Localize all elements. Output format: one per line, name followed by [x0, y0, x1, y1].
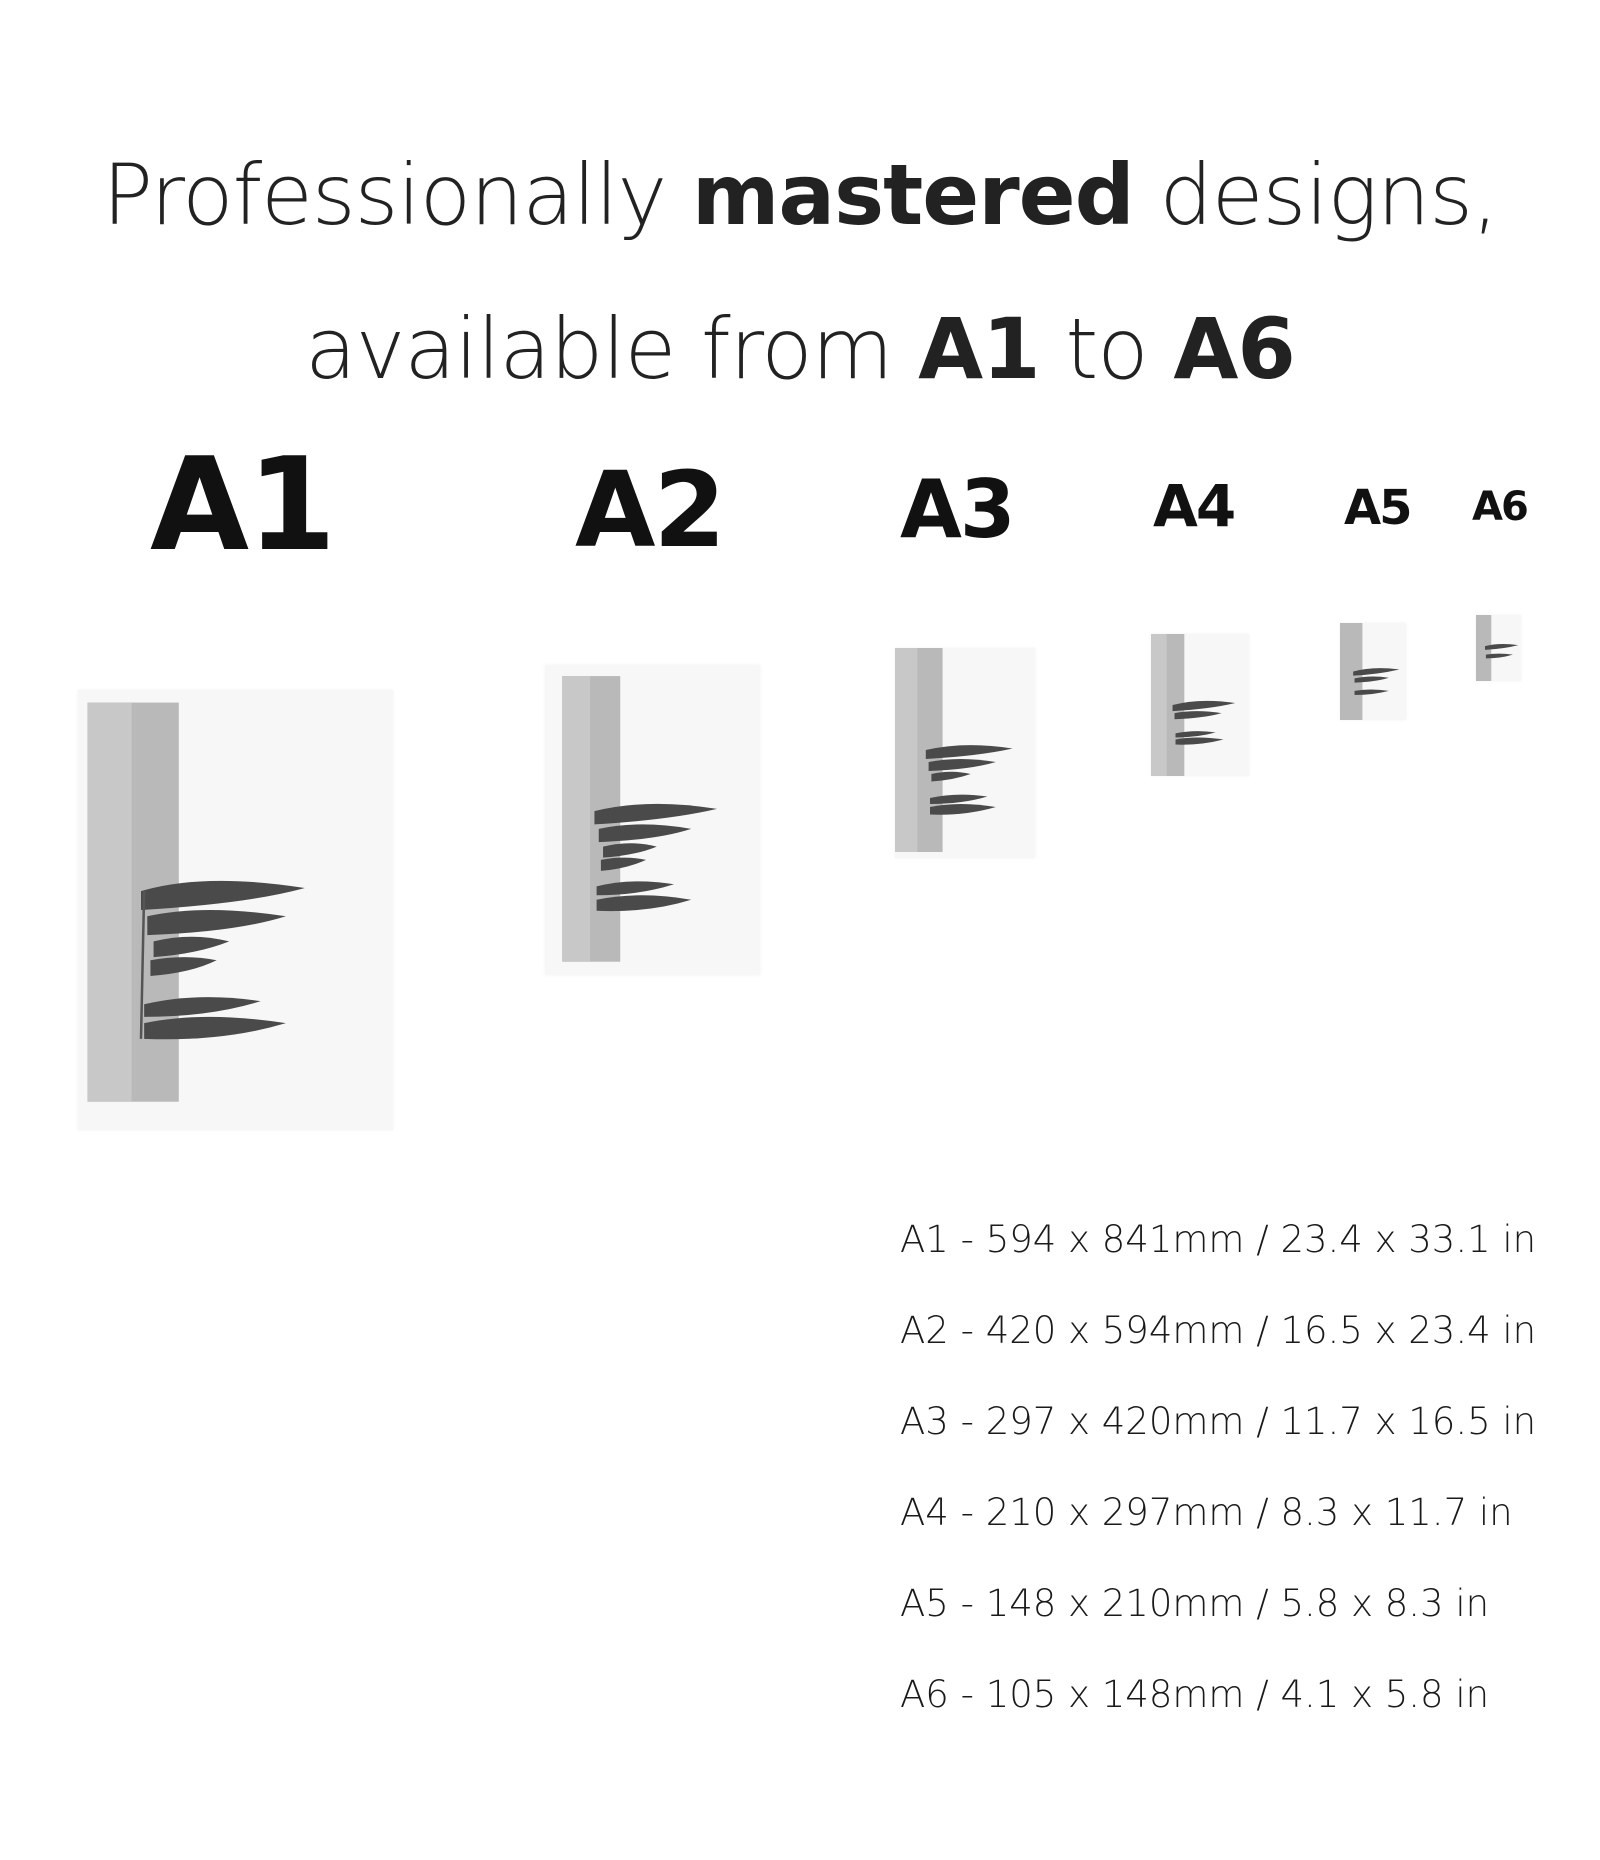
headline-bold-text: A6	[1173, 300, 1295, 398]
size-label-a4: A4	[1153, 472, 1235, 540]
size-label-a1: A1	[150, 431, 335, 580]
headline-text: to	[1039, 300, 1174, 398]
print-a6	[1476, 615, 1521, 681]
headline-text: designs,	[1133, 146, 1498, 244]
print-artwork	[1476, 615, 1521, 681]
print-artwork	[895, 648, 1035, 858]
size-spec-a4: A4 - 210 x 297mm / 8.3 x 11.7 in	[900, 1491, 1513, 1534]
print-a2	[545, 665, 760, 975]
print-artwork	[1151, 634, 1249, 776]
size-spec-a6: A6 - 105 x 148mm / 4.1 x 5.8 in	[900, 1673, 1490, 1716]
size-label-a3: A3	[900, 463, 1014, 556]
size-spec-list	[900, 1210, 1580, 1756]
size-spec-a3: A3 - 297 x 420mm / 11.7 x 16.5 in	[900, 1400, 1537, 1443]
print-artwork	[1340, 623, 1406, 720]
size-spec-a1: A1 - 594 x 841mm / 23.4 x 33.1 in	[900, 1218, 1537, 1261]
headline-text: available from	[305, 300, 919, 398]
size-spec-a2: A2 - 420 x 594mm / 16.5 x 23.4 in	[900, 1309, 1537, 1352]
headline-line-1	[0, 118, 1600, 272]
print-a5	[1340, 623, 1406, 720]
print-a3	[895, 648, 1035, 858]
size-label-a5: A5	[1344, 480, 1411, 536]
print-a1	[78, 690, 393, 1130]
size-spec-a5: A5 - 148 x 210mm / 5.8 x 8.3 in	[900, 1582, 1490, 1625]
headline-text: Professionally	[102, 146, 692, 244]
print-artwork	[545, 665, 760, 975]
headline-bold-text: A1	[918, 300, 1040, 398]
print-a4	[1151, 634, 1249, 776]
headline-line-2	[0, 272, 1600, 426]
print-artwork	[78, 690, 393, 1130]
size-label-a6: A6	[1472, 484, 1527, 530]
size-label-a2: A2	[575, 449, 724, 571]
headline-bold-text: mastered	[691, 146, 1134, 244]
headline	[0, 118, 1600, 426]
